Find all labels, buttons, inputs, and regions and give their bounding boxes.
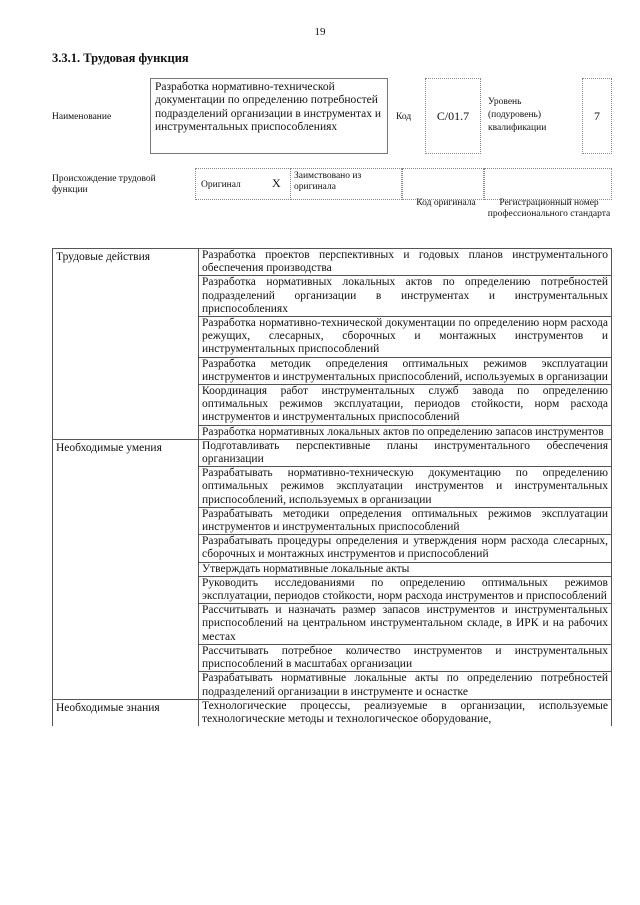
- item-cell: Рассчитывать потребное количество инструментов и инструментальных приспособлений в масштабах организации: [199, 644, 612, 671]
- level-value-box: [582, 78, 612, 154]
- function-details-table: [52, 248, 612, 726]
- table-row: [53, 439, 612, 466]
- level-label: Уровень (подуровень) квалификации: [488, 97, 547, 133]
- item-cell: Утверждать нормативные локальные акты: [199, 562, 612, 576]
- item-cell: Разрабатывать методики определения оптимальных режимов эксплуатации инструментов и инструментальных приспособлений: [199, 507, 612, 534]
- table-row: [53, 249, 612, 276]
- section-title: 3.3.1. Трудовая функция: [52, 51, 189, 65]
- code-value-box: [425, 78, 481, 154]
- reg-number-label: Регистрационный номер профессионального стандарта: [487, 198, 611, 219]
- borrowed-label: Заимствовано из оригинала: [294, 171, 362, 192]
- code-label: Код: [396, 112, 412, 122]
- item-cell: Подготавливать перспективные планы инструментального обеспечения организации: [199, 439, 612, 466]
- code-original-label: Код оригинала: [416, 198, 476, 208]
- item-cell: Разработка нормативных локальных актов по определению запасов инструментов: [199, 425, 612, 439]
- function-name-value: Разработка нормативно-технической документации по определению потребностей подразделений организации в инструментах и инструментальных приспособлениях: [155, 81, 382, 134]
- name-label: Наименование: [52, 112, 112, 122]
- category-cell: Необходимые умения: [53, 439, 199, 699]
- category-cell: Необходимые знания: [53, 699, 199, 726]
- item-cell: Разрабатывать нормативно-техническую документацию по определению оптимальных режимов эксплуатации инструментов и инструментальных приспособлений, используемых в организации: [199, 467, 612, 508]
- item-cell: Разработка нормативных локальных актов по определению потребностей подразделений организации в инструментах и инструментальных приспособлениях: [199, 276, 612, 317]
- item-cell: Разрабатывать процедуры определения и утверждения норм расхода слесарных, сборочных и монтажных инструментов и приспособлений: [199, 535, 612, 562]
- original-mark: X: [272, 176, 281, 190]
- item-cell: Руководить исследованиями по определению оптимальных режимов эксплуатации, периодов стойкости, норм расхода инструментов и приспособлений: [199, 576, 612, 603]
- origin-label: Происхождение трудовой функции: [52, 174, 156, 195]
- item-cell: Разработка методик определения оптимальных режимов эксплуатации инструментов и инструментальных приспособлений, используемых в организации: [199, 357, 612, 384]
- level-value: 7: [594, 108, 600, 123]
- borrowed-box: [290, 168, 402, 200]
- original-label: Оригинал: [201, 180, 241, 190]
- category-cell: Трудовые действия: [53, 249, 199, 440]
- code-value: C/01.7: [436, 108, 470, 123]
- reg-number-box: [484, 168, 612, 200]
- page-number: 19: [314, 26, 326, 38]
- item-cell: Разрабатывать нормативные локальные акты по определению потребностей подразделений организации в инструменте и оснастке: [199, 672, 612, 699]
- item-cell: Координация работ инструментальных служб завода по определению оптимальных режимов эксплуатации, периодов стойкости, норм расхода инструментов и инструментальных приспособлений: [199, 385, 612, 426]
- item-cell: Технологические процессы, реализуемые в организации, используемые технологические методы и технологическое оборудование,: [199, 699, 612, 726]
- table-row: [53, 699, 612, 726]
- item-cell: Разработка нормативно-технической документации по определению норм расхода режущих, слесарных, сборочных и монтажных инструментов и инструментальных приспособлений: [199, 317, 612, 358]
- item-cell: Рассчитывать и назначать размер запасов инструментов и инструментальных приспособлений на центральном инструментальном складе, в ИРК и на рабочих местах: [199, 604, 612, 645]
- function-name-box: [150, 78, 388, 154]
- code-original-box: [402, 168, 484, 200]
- item-cell: Разработка проектов перспективных и годовых планов инструментального обеспечения производства: [199, 249, 612, 276]
